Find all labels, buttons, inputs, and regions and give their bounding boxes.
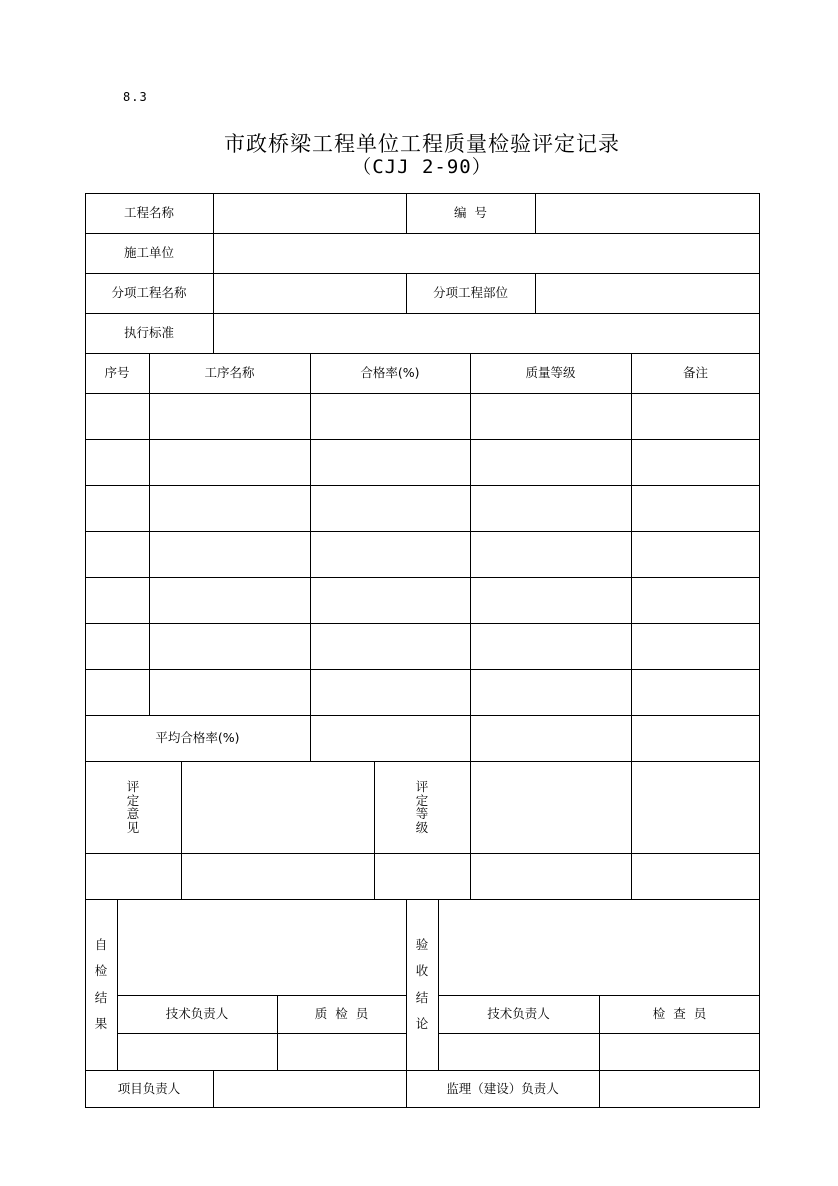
- table-cell-remarks[interactable]: [631, 577, 760, 623]
- table-cell-process[interactable]: [149, 531, 310, 577]
- evaluation-grade-label: 评 定 等 级: [415, 779, 429, 835]
- table-cell-seq[interactable]: [85, 485, 149, 531]
- table-cell-grade[interactable]: [470, 393, 631, 439]
- column-header-grade: 质量等级: [525, 364, 576, 380]
- table-cell-remarks[interactable]: [631, 623, 760, 669]
- project-manager-signature[interactable]: [213, 1070, 406, 1108]
- table-cell-remarks[interactable]: [631, 393, 760, 439]
- project-manager-label: 项目负责人: [117, 1080, 181, 1096]
- table-cell-seq[interactable]: [85, 439, 149, 485]
- table-cell-process[interactable]: [149, 393, 310, 439]
- table-cell-grade[interactable]: [470, 485, 631, 531]
- number-label: 编 号: [454, 204, 487, 220]
- self-check-tech-lead-signature[interactable]: [117, 1033, 277, 1070]
- table-cell-process[interactable]: [149, 623, 310, 669]
- table-cell-pass-rate[interactable]: [310, 531, 470, 577]
- table-cell-seq[interactable]: [85, 577, 149, 623]
- contractor-field[interactable]: [213, 233, 760, 273]
- table-cell-pass-rate[interactable]: [310, 485, 470, 531]
- section-number: 8.3: [123, 90, 148, 104]
- self-check-label: 自 检 结 果: [94, 937, 108, 1031]
- subproject-name-label: 分项工程名称: [111, 284, 187, 300]
- table-cell-seq[interactable]: [85, 669, 149, 715]
- table-cell-grade[interactable]: [470, 439, 631, 485]
- self-check-inspector-label: 质 检 员: [314, 1005, 369, 1021]
- quality-evaluation-form: [85, 193, 760, 1108]
- table-cell-pass-rate[interactable]: [310, 439, 470, 485]
- table-cell-remarks[interactable]: [631, 669, 760, 715]
- average-pass-rate-label: 平均合格率(%): [155, 729, 240, 745]
- table-cell-pass-rate[interactable]: [310, 623, 470, 669]
- project-name-label: 工程名称: [123, 204, 174, 220]
- self-check-inspector-signature[interactable]: [277, 1033, 406, 1070]
- column-header-seq: 序号: [104, 364, 130, 380]
- column-header-process: 工序名称: [204, 364, 255, 380]
- table-cell-remarks[interactable]: [631, 485, 760, 531]
- acceptance-tech-lead-label: 技术负责人: [487, 1005, 550, 1021]
- acceptance-label: 验 收 结 论: [415, 937, 429, 1031]
- table-cell-grade[interactable]: [470, 577, 631, 623]
- standard-label: 执行标准: [123, 324, 174, 340]
- supervisor-label: 监理（建设）负责人: [446, 1080, 559, 1096]
- table-cell-process[interactable]: [149, 439, 310, 485]
- evaluation-opinion-label: 评 定 意 见: [126, 779, 140, 835]
- table-cell-pass-rate[interactable]: [310, 393, 470, 439]
- supervisor-signature[interactable]: [599, 1070, 760, 1108]
- form-subtitle: （CJJ 2-90）: [352, 156, 492, 178]
- column-header-pass-rate: 合格率(%): [360, 364, 420, 380]
- table-cell-remarks[interactable]: [631, 531, 760, 577]
- standard-field[interactable]: [213, 313, 760, 353]
- table-cell-process[interactable]: [149, 577, 310, 623]
- subproject-name-field[interactable]: [213, 273, 406, 313]
- table-cell-seq[interactable]: [85, 531, 149, 577]
- average-grade-field[interactable]: [470, 715, 631, 761]
- table-cell-process[interactable]: [149, 485, 310, 531]
- evaluation-remarks-field[interactable]: [631, 761, 760, 853]
- subproject-location-field[interactable]: [535, 273, 760, 313]
- self-check-tech-lead-label: 技术负责人: [165, 1005, 229, 1021]
- table-cell-seq[interactable]: [85, 393, 149, 439]
- form-title: 市政桥梁工程单位工程质量检验评定记录: [224, 132, 620, 156]
- column-header-remarks: 备注: [682, 364, 708, 380]
- evaluation-opinion-field[interactable]: [181, 761, 374, 853]
- table-cell-process[interactable]: [149, 669, 310, 715]
- acceptance-conclusion-field[interactable]: [438, 899, 760, 995]
- acceptance-tech-lead-signature[interactable]: [438, 1033, 599, 1070]
- acceptance-checker-signature[interactable]: [599, 1033, 760, 1070]
- number-field[interactable]: [535, 193, 760, 233]
- acceptance-checker-label: 检 查 员: [652, 1005, 707, 1021]
- evaluation-grade-field[interactable]: [470, 761, 631, 853]
- table-cell-grade[interactable]: [470, 531, 631, 577]
- average-pass-rate-field[interactable]: [310, 715, 470, 761]
- table-cell-grade[interactable]: [470, 669, 631, 715]
- table-cell-pass-rate[interactable]: [310, 669, 470, 715]
- table-cell-remarks[interactable]: [631, 439, 760, 485]
- table-cell-grade[interactable]: [470, 623, 631, 669]
- contractor-label: 施工单位: [123, 244, 174, 260]
- project-name-field[interactable]: [213, 193, 406, 233]
- table-cell-seq[interactable]: [85, 623, 149, 669]
- self-check-result-field[interactable]: [117, 899, 406, 995]
- table-cell-pass-rate[interactable]: [310, 577, 470, 623]
- subproject-location-label: 分项工程部位: [432, 284, 508, 300]
- average-remarks-field[interactable]: [631, 715, 760, 761]
